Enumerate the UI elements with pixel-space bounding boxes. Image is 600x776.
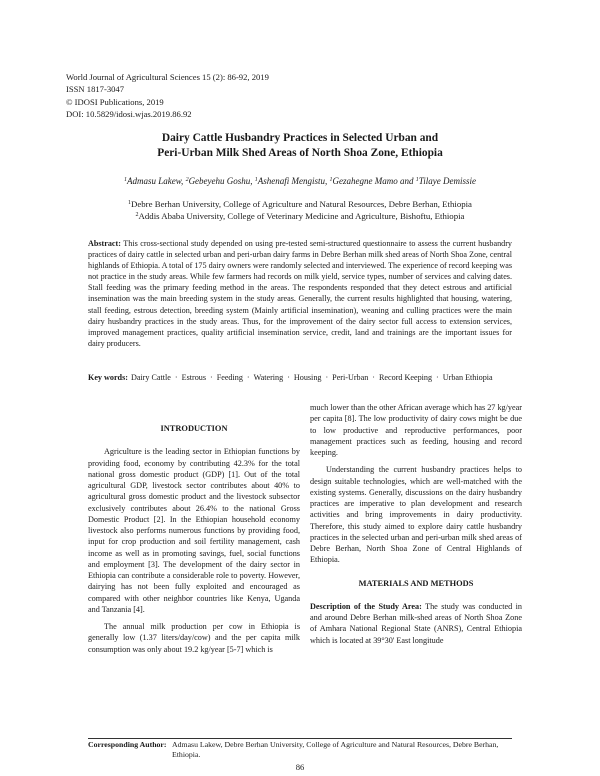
keyword-separator: · (246, 373, 250, 382)
author-name: Tilaye Demissie (418, 176, 477, 186)
author-affil-marker: 1 (415, 177, 419, 183)
paper-title (60, 131, 540, 161)
introduction-paragraph-4: Understanding the current husbandry practices helps to design suitable technologies, which are well-matched with the existing systems. Generally, discussions on the dairy husbandry practices are imperative to plan development and research activities and bring improvements in dairy productivity. Therefore, this study aimed to explore dairy cattle husbandry practices in the selected urban and peri-urban milk shed areas of Debre Berhan, North Shoa Zone of Central Highlands of Ethiopia. (310, 465, 522, 565)
copyright: © IDOSI Publications, 2019 (66, 96, 164, 107)
keyword-separator: · (287, 373, 290, 382)
author-name: Ashenafi Mengistu, (257, 176, 330, 186)
author-affil-marker: 1 (329, 177, 333, 183)
keywords-list (131, 372, 512, 383)
keyword: Dairy Cattle (130, 373, 171, 382)
left-column (88, 423, 300, 661)
author-affil-marker: 1 (254, 177, 258, 183)
keyword: Peri-Urban (332, 373, 369, 382)
affiliation-marker: 2 (135, 211, 139, 218)
study-area-text: The study was conducted in and around Debre Berhan milk-shed areas of North Shoa Zone of Amhara National Regional State (ANRS), Central Ethiopia which is located at 39°30' East longitude (310, 601, 522, 645)
journal-header (66, 71, 269, 121)
page-number: 86 (295, 762, 305, 772)
right-column (310, 402, 522, 652)
author-affil-marker: 1 (123, 177, 127, 183)
issn: ISSN 1817-3047 (66, 84, 125, 95)
corresponding-author-text: Admasu Lakew, Debre Berhan University, College of Agriculture and Natural Resources, Debre Berhan, Ethiopia. (172, 740, 499, 759)
footnote-divider (88, 738, 512, 739)
affiliations (60, 199, 540, 223)
abstract-label: Abstract: (88, 239, 121, 248)
study-area-label: Description of the Study Area: (310, 601, 422, 611)
doi: DOI: 10.5829/idosi.wjas.2019.86.92 (66, 109, 192, 120)
keyword: Record Keeping (379, 373, 433, 382)
affiliation-line (60, 211, 540, 223)
keyword-separator: · (372, 373, 375, 382)
title-line-2: Peri-Urban Milk Shed Areas of North Shoa Zone, Ethiopia (157, 147, 443, 159)
author-affil-marker: 2 (185, 177, 189, 183)
title-line-1: Dairy Cattle Husbandry Practices in Selected Urban and (161, 132, 439, 144)
keyword: Estrous (181, 373, 206, 382)
introduction-paragraph-3: much lower than the other African average which has 27 kg/year per capita [8]. The low productivity of dairy cows might be due to low productive and reproductive performances, poor management practices such as feeding, housing and record keeping. (310, 403, 522, 457)
keyword-separator: · (174, 373, 178, 382)
introduction-paragraph-2: The annual milk production per cow in Ethiopia is generally low (1.37 liters/day/cow) and the per capita milk consumption was only about 19.2 kg/year [5-7] which is (88, 622, 300, 654)
methods-heading: MATERIALS AND METHODS (358, 578, 474, 588)
keyword: Housing (293, 373, 322, 382)
introduction-heading: INTRODUCTION (160, 424, 228, 433)
affiliation-marker: 1 (128, 200, 132, 206)
keyword-separator: · (436, 373, 439, 382)
author-name: Admasu Lakew, (126, 176, 186, 186)
author-name: Gezahegne Mamo and (332, 176, 416, 186)
keyword-separator: · (325, 373, 329, 382)
affiliation-text: Debre Berhan University, College of Agriculture and Natural Resources, Debre Berhan, Ethiopia (131, 199, 472, 209)
author-name: Gebeyehu Goshu, (188, 176, 255, 186)
introduction-paragraph-1: Agriculture is the leading sector in Ethiopian functions by providing food, economy by contributing 42.3% for the total national gross domestic product (GDP) [1]. Out of the total agricultural GDP, livestock sector contributes about 40% to agricultural gross domestic product and the livestock subsector exclusively contributes about 26.4% to the national Gross Domestic Product [2]. In the Ethiopian household economy livestock also performs numerous functions by providing food, input for crop production and soil fertility management, cash income as well as in promoting savings, fuel, social functions and employment [3]. The development of the dairy sector in Ethiopia can contribute a considerable role to poverty. However, dairying has not been fully exploited and encouraged as compared with other neighbor countries like Kenya, Uganda and Tanzania [4]. (88, 447, 300, 614)
abstract-text: This cross-sectional study depended on using pre-tested semi-structured questionnaire to assess the current husbandry practices of dairy cattle in selected urban and peri-urban dairy farms in Debre Berhan milk shed areas of North Shoa Zone, central highlands of Ethiopia. A total of 175 dairy owners were randomly selected and interviewed. The experience of record keeping was not practice in the study areas. While few farmers had records on milk yield, service types, number of services and calving dates. Stall feeding was the primary feeding method in the areas. The respondents responded that they detect estrous and artificial insemination was the main breeding system in the study areas. Generally, the current results highlighted that housing, watering, stall feeding, estrous detection, breeding system (Mainly artificial insemination), weaning and culling practices were the main dairy husbandry practices in the study areas. Thus, for the improvement of the dairy sector full access to extension services, improved management practices, quality artificial insemination service, credit, land and trainings are the important issues for dairy producers. (88, 239, 512, 348)
corresponding-author-label: Corresponding Author: (88, 740, 167, 749)
keyword: Watering (253, 373, 284, 382)
keyword: Urban Ethiopia (442, 373, 493, 382)
affiliation-text: Addis Ababa University, College of Veterinary Medicine and Agriculture, Bishoftu, Ethiopia (138, 210, 465, 221)
journal-citation: World Journal of Agricultural Sciences 15 (2): 86-92, 2019 (66, 72, 269, 82)
author-list (60, 176, 540, 186)
affiliation-line (60, 199, 540, 211)
keyword-separator: · (209, 373, 213, 382)
keyword: Feeding (216, 373, 243, 382)
corresponding-author (88, 740, 512, 760)
study-area-paragraph (310, 601, 522, 646)
keywords-label: Key words: (88, 373, 128, 382)
keywords (88, 372, 512, 383)
abstract (88, 238, 512, 349)
